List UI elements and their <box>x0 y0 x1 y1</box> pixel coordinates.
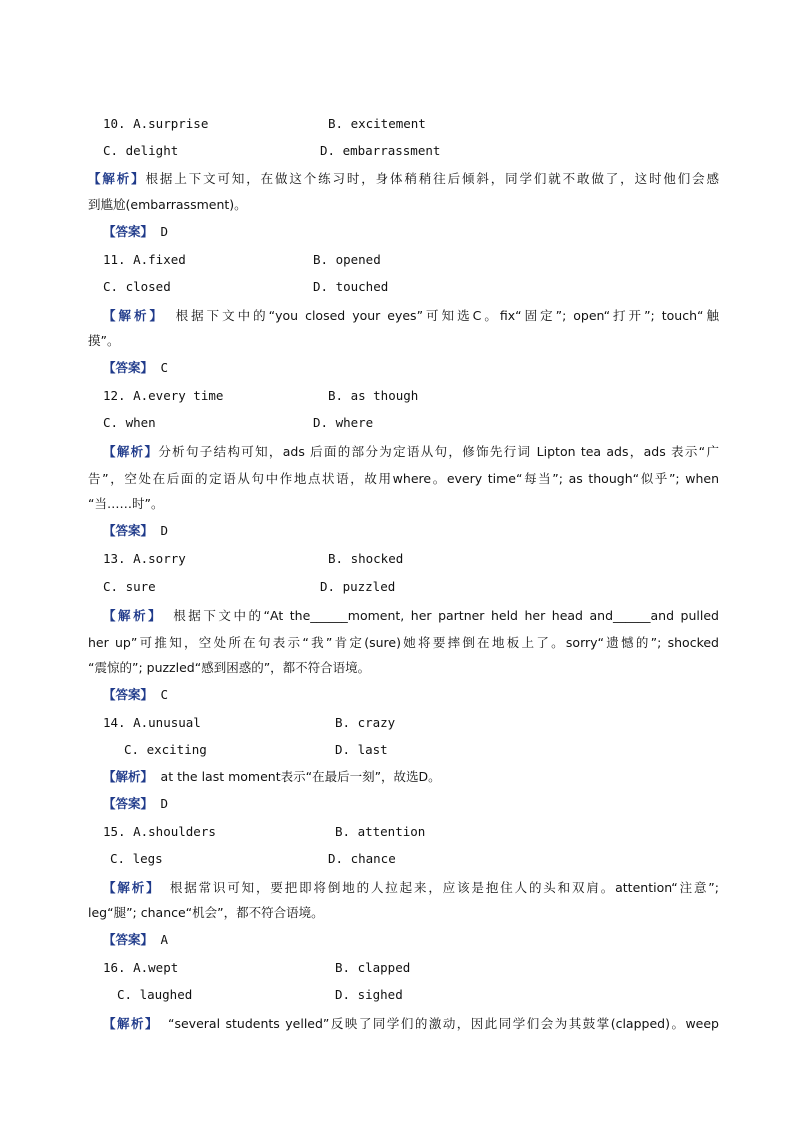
option-d: D. last <box>335 742 388 757</box>
option-b: B. opened <box>313 252 381 267</box>
analysis-line: “震惊的”; puzzled“感到困惑的”，都不符合语境。 <box>88 660 371 675</box>
analysis-label: 【解析】 <box>103 308 166 323</box>
option-d: D. where <box>313 415 374 430</box>
answer-line: 【答案】 C <box>103 687 169 702</box>
analysis-line: 【解析】 根据下文中的“you closed your eyes”可知选C。fix“固定”; open“打开”; touch“触 <box>103 308 719 323</box>
option-c: C. exciting <box>124 742 207 757</box>
answer-line: 【答案】 D <box>103 224 169 239</box>
option-a: 14. A.unusual <box>103 715 201 730</box>
option-b: B. as though <box>328 388 419 403</box>
analysis-line: 摸”。 <box>88 333 120 348</box>
option-c: C. sure <box>103 579 156 594</box>
analysis-label: 【解析】 <box>103 1016 159 1031</box>
analysis-line: 【解析】 at the last moment表示“在最后一刻”，故选D。 <box>103 769 441 784</box>
analysis-line: leg“腿”; chance“机会”，都不符合语境。 <box>88 905 324 920</box>
option-d: D. sighed <box>335 987 403 1002</box>
option-b: B. clapped <box>335 960 411 975</box>
answer-value: D <box>160 523 169 538</box>
option-c: C. legs <box>110 851 163 866</box>
option-d: D. touched <box>313 279 389 294</box>
analysis-label: 【解析】 <box>88 171 146 186</box>
option-c: C. delight <box>103 143 179 158</box>
analysis-line: 【解析】 根据下文中的“At the______moment, her partner held her head and______and pulled <box>103 608 719 623</box>
option-a: 10. A.surprise <box>103 116 209 131</box>
option-d: D. puzzled <box>320 579 396 594</box>
analysis-line: 告”，空处在后面的定语从句中作地点状语，故用where。every time“每当”; as though“似乎”; when <box>88 471 719 486</box>
analysis-line: 【解析】分析句子结构可知，ads 后面的部分为定语从句，修饰先行词 Lipton tea ads，ads 表示“广 <box>103 444 719 459</box>
answer-line: 【答案】 D <box>103 523 169 538</box>
analysis-label: 【解析】 <box>103 880 161 895</box>
answer-line: 【答案】 D <box>103 796 169 811</box>
option-c: C. closed <box>103 279 171 294</box>
option-a: 15. A.shoulders <box>103 824 216 839</box>
option-c: C. laughed <box>117 987 193 1002</box>
analysis-line: 【解析】 根据常识可知，要把即将倒地的人拉起来，应该是抱住人的头和双肩。attention“注意”; <box>103 880 719 895</box>
option-b: B. crazy <box>335 715 396 730</box>
analysis-line: 【解析】 “several students yelled”反映了同学们的激动，因此同学们会为其鼓掌(clapped)。weep <box>103 1016 719 1031</box>
analysis-line: 到尴尬(embarrassment)。 <box>88 197 247 212</box>
option-a: 12. A.every time <box>103 388 224 403</box>
analysis-label: 【解析】 <box>103 608 164 623</box>
analysis-label: 【解析】 <box>103 444 159 459</box>
answer-line: 【答案】 C <box>103 360 169 375</box>
option-a: 11. A.fixed <box>103 252 186 267</box>
option-d: D. embarrassment <box>320 143 441 158</box>
option-a: 13. A.sorry <box>103 551 186 566</box>
option-b: B. shocked <box>328 551 404 566</box>
analysis-line: “当……时”。 <box>88 496 164 511</box>
answer-value: D <box>160 224 169 239</box>
option-b: B. attention <box>335 824 426 839</box>
option-c: C. when <box>103 415 156 430</box>
option-b: B. excitement <box>328 116 426 131</box>
analysis-label: 【解析】 <box>103 769 154 784</box>
answer-line: 【答案】 A <box>103 932 169 947</box>
answer-value: A <box>160 932 169 947</box>
option-d: D. chance <box>328 851 396 866</box>
answer-value: C <box>160 360 169 375</box>
analysis-line: 【解析】根据上下文可知，在做这个练习时，身体稍稍往后倾斜，同学们就不敢做了，这时他们会感 <box>88 171 719 186</box>
analysis-line: her up”可推知，空处所在句表示“我”肯定(sure)她将要摔倒在地板上了。sorry“遗憾的”; shocked <box>88 635 719 650</box>
option-a: 16. A.wept <box>103 960 179 975</box>
answer-value: C <box>160 687 169 702</box>
answer-value: D <box>160 796 169 811</box>
